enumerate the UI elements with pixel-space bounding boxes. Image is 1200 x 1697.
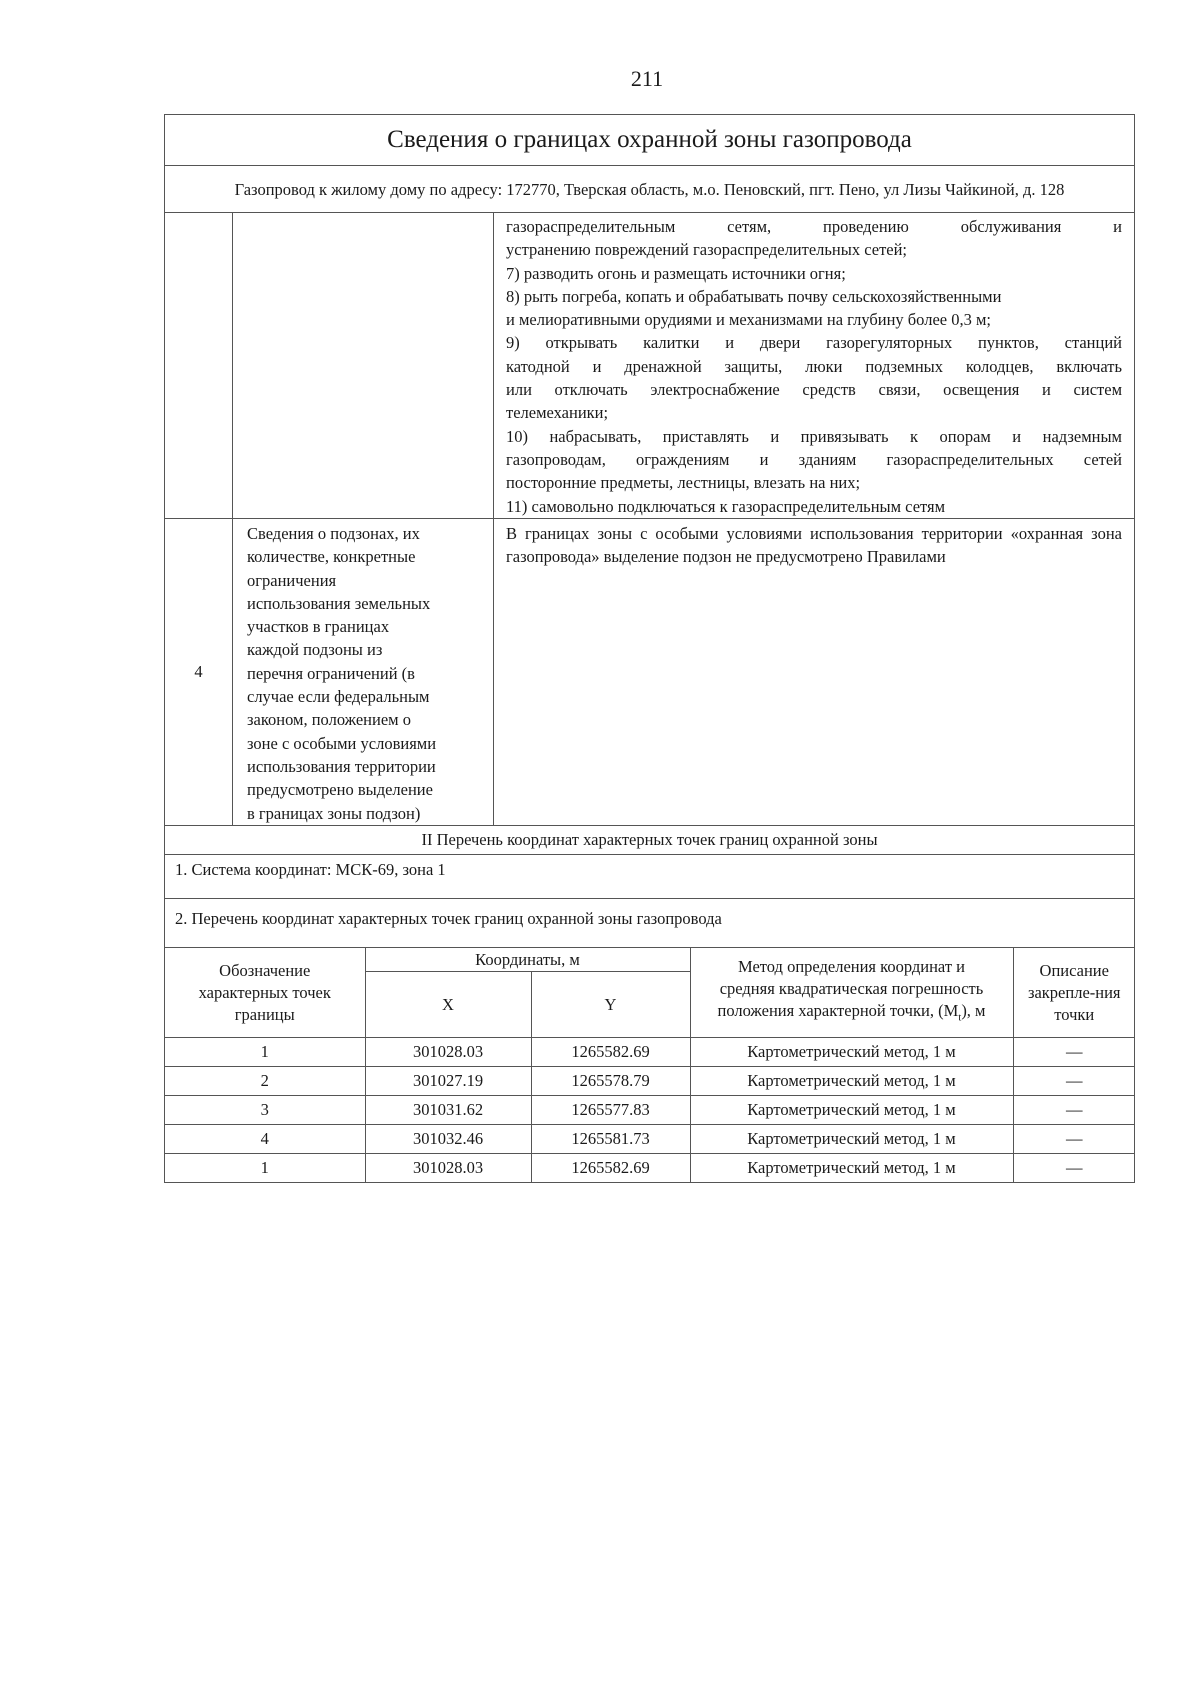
description-cell: — xyxy=(1013,1125,1135,1154)
table-row xyxy=(165,1154,1135,1183)
table-row xyxy=(165,1096,1135,1125)
subzone-description-line: перечня ограничений (в xyxy=(247,663,415,683)
method-header xyxy=(690,948,1013,1038)
coordinate-table xyxy=(165,948,1135,1183)
point-cell: 1 xyxy=(165,1154,365,1183)
method-cell: Картометрический метод, 1 м xyxy=(690,1038,1013,1067)
table-row xyxy=(165,1067,1135,1096)
table-row xyxy=(165,1125,1135,1154)
subzone-description-line: количестве, конкретные xyxy=(247,547,416,567)
x-cell: 301028.03 xyxy=(365,1038,531,1067)
x-header: X xyxy=(365,972,531,1038)
method-cell: Картометрический метод, 1 м xyxy=(690,1154,1013,1183)
method-cell: Картометрический метод, 1 м xyxy=(690,1125,1013,1154)
protection-zone-table xyxy=(164,114,1135,1183)
restriction-line: и мелиоративными орудиями и механизмами на глубину более 0,3 м; xyxy=(506,310,991,330)
restriction-line: газораспределительным сетям, проведению обслуживания и xyxy=(506,217,1123,236)
restriction-line: телемеханики; xyxy=(506,403,609,423)
coordinates-section-header: II Перечень координат характерных точек границ охранной зоны xyxy=(165,825,1135,854)
x-cell: 301027.19 xyxy=(365,1067,531,1096)
coordinates-header: Координаты, м xyxy=(365,948,690,972)
method-cell: Картометрический метод, 1 м xyxy=(690,1096,1013,1125)
continued-description-cell xyxy=(233,213,494,519)
coordinate-table-cell xyxy=(165,947,1135,1183)
point-cell: 2 xyxy=(165,1067,365,1096)
subzone-description-line: Сведения о подзонах, их xyxy=(247,524,420,543)
x-cell: 301032.46 xyxy=(365,1125,531,1154)
restriction-line: 8) рыть погреба, копать и обрабатывать почву сельскохозяйственными xyxy=(506,286,1002,306)
restriction-line: посторонние предметы, лестницы, влезать на них; xyxy=(506,473,861,493)
method-header-subscript: t xyxy=(958,1011,962,1024)
restriction-line: 11) самовольно подключаться к газораспределительным сетям xyxy=(506,496,946,516)
gas-pipeline-address: Газопровод к жилому дому по адресу: 172770, Тверская область, м.о. Пеновский, пгт. Пено, ул Лизы Чайкиной, д. 128 xyxy=(165,166,1135,213)
description-cell: — xyxy=(1013,1154,1135,1183)
x-cell: 301028.03 xyxy=(365,1154,531,1183)
table-row xyxy=(165,1038,1135,1067)
row-number: 4 xyxy=(165,519,233,826)
continued-number-cell xyxy=(165,213,233,519)
restriction-line: 10) набрасывать, приставлять и привязывать к опорам и надземным xyxy=(506,426,1123,446)
page-number: 211 xyxy=(630,66,664,91)
restriction-line: 7) разводить огонь и размещать источники огня; xyxy=(506,263,846,283)
restriction-line: устранению повреждений газораспределительных сетей; xyxy=(506,240,908,260)
subzone-description-cell xyxy=(233,519,494,826)
subzone-description-line: каждой подзоны из xyxy=(247,640,383,660)
y-cell: 1265582.69 xyxy=(531,1038,690,1067)
point-cell: 3 xyxy=(165,1096,365,1125)
subzone-description-line: в границах зоны подзон) xyxy=(247,803,421,823)
method-header-text: Метод определения координат и средняя квадратическая погрешность положения характерной точки, (M xyxy=(717,957,984,1021)
subzone-description-line: зоне с особыми условиями xyxy=(247,733,437,753)
point-designation-header: Обозначение характерных точек границы xyxy=(165,948,365,1038)
subzone-description-line: использования территории xyxy=(247,756,436,776)
subzone-value-cell: В границах зоны с особыми условиями использования территории «охранная зона газопровода» выделение подзон не предусмотрено Правилами xyxy=(494,519,1135,826)
method-cell: Картометрический метод, 1 м xyxy=(690,1067,1013,1096)
x-cell: 301031.62 xyxy=(365,1096,531,1125)
subzone-description-line: использования земельных xyxy=(247,593,431,613)
coordinate-system: 1. Система координат: МСК-69, зона 1 xyxy=(165,854,1135,898)
restriction-line: газопроводам, ограждениям и зданиям газораспределительных сетей xyxy=(506,449,1123,469)
point-description-header: Описание закрепле-ния точки xyxy=(1013,948,1135,1038)
coordinate-list-title: 2. Перечень координат характерных точек границ охранной зоны газопровода xyxy=(165,898,1135,947)
point-cell: 4 xyxy=(165,1125,365,1154)
y-cell: 1265578.79 xyxy=(531,1067,690,1096)
subzone-description-line: предусмотрено выделение xyxy=(247,780,433,800)
y-cell: 1265582.69 xyxy=(531,1154,690,1183)
continued-restrictions-cell xyxy=(494,213,1135,519)
description-cell: — xyxy=(1013,1096,1135,1125)
restriction-line: 9) открывать калитки и двери газорегуляторных пунктов, станций xyxy=(506,333,1123,353)
restriction-line: или отключать электроснабжение средств связи, освещения и систем xyxy=(506,380,1123,400)
description-cell: — xyxy=(1013,1038,1135,1067)
restriction-line: катодной и дренажной защиты, люки подземных колодцев, включать xyxy=(506,356,1123,376)
y-cell: 1265577.83 xyxy=(531,1096,690,1125)
description-cell: — xyxy=(1013,1067,1135,1096)
subzone-description-line: ограничения xyxy=(247,570,337,590)
subzone-description-line: участков в границах xyxy=(247,617,390,637)
y-header: Y xyxy=(531,972,690,1038)
subzone-description-line: случае если федеральным xyxy=(247,687,430,707)
document-title: Сведения о границах охранной зоны газопровода xyxy=(165,115,1135,166)
subzone-description-line: законом, положением о xyxy=(247,710,411,730)
method-header-tail: ), м xyxy=(961,1001,986,1021)
y-cell: 1265581.73 xyxy=(531,1125,690,1154)
point-cell: 1 xyxy=(165,1038,365,1067)
